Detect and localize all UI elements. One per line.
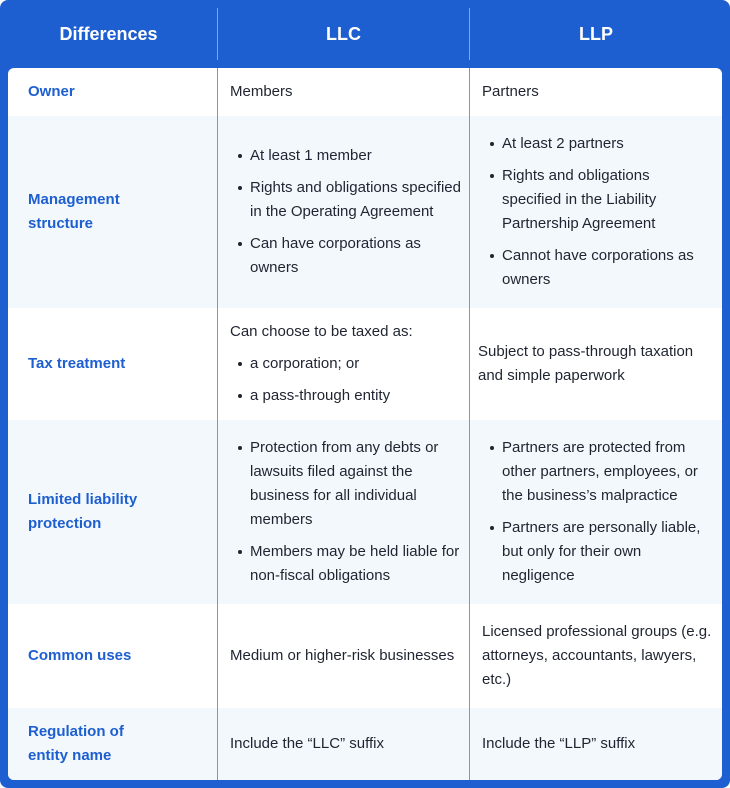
llc-list [230,436,461,588]
row-label: Owner [28,83,75,100]
list-item: Members may be held liable for non-fiscal obligations [230,540,461,588]
list-item: Cannot have corporations as owners [482,244,712,292]
list-item: Rights and obligations specified in the Liability Partnership Agreement [482,164,712,236]
list-item: Partners are protected from other partners, employees, or the business’s malpractice [482,436,712,508]
table-row-common-uses [8,604,722,708]
row-label: Tax treatment [28,355,126,372]
llc-list [230,352,413,408]
list-item: Protection from any debts or lawsuits filed against the business for all individual members [230,436,461,532]
list-item: a corporation; or [230,352,413,376]
table-row-tax-treatment [8,308,722,420]
column-divider [469,68,470,780]
row-label: Common uses [28,647,132,664]
row-label: Regulation of entity name [28,723,124,764]
list-item: a pass-through entity [230,384,413,408]
llc-list [230,144,461,280]
header-llp: LLP [579,23,613,44]
llp-value: Subject to pass-through taxation and simple paperwork [478,343,694,384]
row-label: Limited liability protection [28,491,138,532]
header-differences: Differences [59,23,158,44]
llc-value: Members [230,83,293,100]
list-item: Partners are personally liable, but only for their own negligence [482,516,712,588]
list-item: At least 1 member [230,144,461,168]
list-item: Rights and obligations specified in the Operating Agreement [230,176,461,224]
list-item: Can have corporations as owners [230,232,461,280]
column-divider [217,68,218,780]
table-body [8,68,722,780]
table-row-management-structure [8,116,722,308]
table-row-limited-liability [8,420,722,604]
llp-value: Licensed professional groups (e.g. attorneys, accountants, lawyers, etc.) [482,623,712,688]
row-label: Management structure [28,191,120,232]
llc-value: Include the “LLC” suffix [230,735,384,752]
llc-intro: Can choose to be taxed as: [230,323,413,340]
table-row-entity-name [8,708,722,780]
llc-value: Medium or higher-risk businesses [230,647,455,664]
llp-value: Partners [482,83,539,100]
table-row-owner [8,68,722,116]
header-llc: LLC [326,23,361,44]
llp-value: Include the “LLP” suffix [482,735,636,752]
list-item: At least 2 partners [482,132,712,156]
table-header [0,0,730,68]
llp-list [482,436,712,588]
llp-list [482,132,712,292]
